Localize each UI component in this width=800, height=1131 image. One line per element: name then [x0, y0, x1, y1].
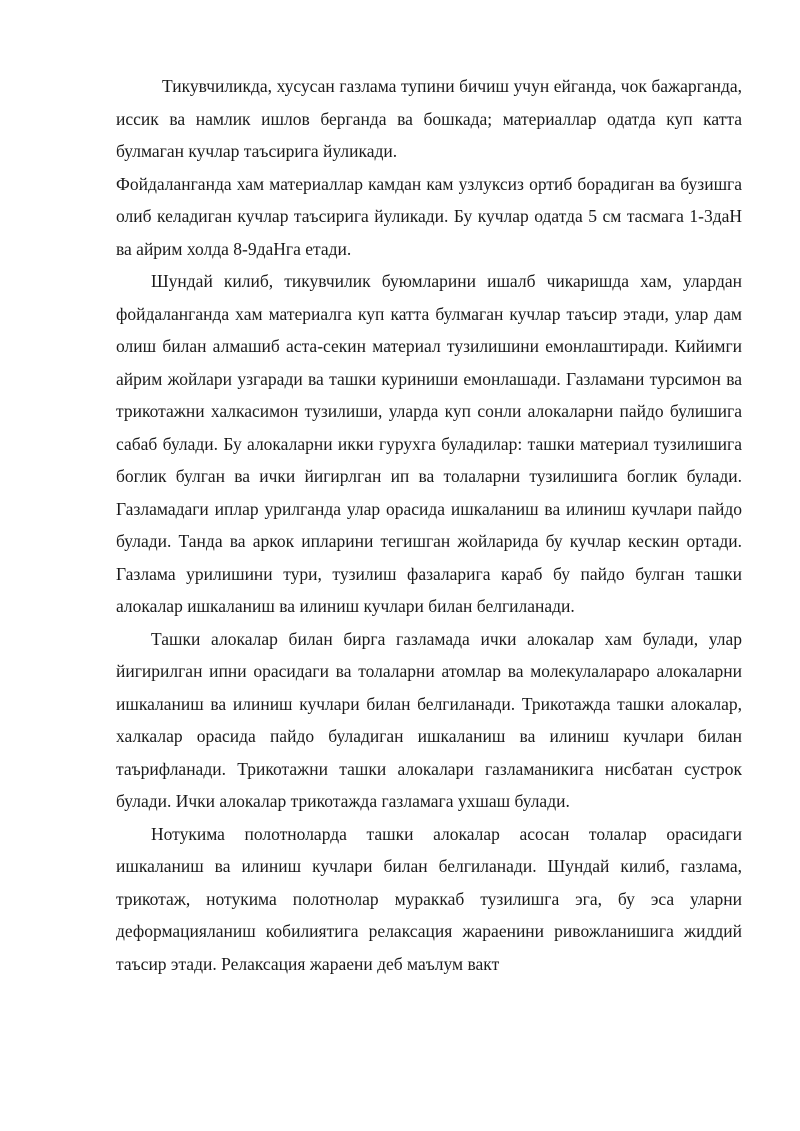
paragraph-2: Фойдаланганда хам материаллар камдан кам узлуксиз ортиб борадиган ва бузишга олиб келадиган кучлар таъсирига йуликади. Бу кучлар одатда 5 см тасмага 1-3даН ва айрим холда 8-9даНга етади.	[116, 173, 742, 259]
paragraph-1: Тикувчиликда, хусусан газлама тупини бичиш учун ейганда, чок бажарганда, иссик ва намлик ишлов берганда ва бошкада; материаллар одатда куп катта булмаган кучлар таъсирига йуликади.	[116, 76, 742, 161]
paragraph-5: Нотукима полотноларда ташки алокалар асосан толалар орасидаги ишкаланиш ва илиниш кучлари билан белгиланади. Шундай килиб, газлама, трикотаж, нотукима полотнолар мураккаб тузилишга эга, бу эса уларни деформацияланиш кобилиятига релаксация жараенини ривожланишига жиддий таъсир этади. Релаксация жараени деб маълум вакт	[116, 823, 742, 974]
paragraph-4: Ташки алокалар билан бирга газламада ички алокалар хам булади, улар йигирилган ипни орасидаги ва толаларни атомлар ва молекулалараро алокаларни ишкаланиш ва илиниш кучлари билан белгиланади. Трикотажда ташки алокалар, халкалар орасида пайдо буладиган ишкаланиш ва илиниш кучлари билан таърифланади. Трикотажни ташки алокалари газламаникига нисбатан сустрок булади. Ички алокалар трикотажда газламага ухшаш булади.	[116, 628, 742, 811]
paragraph-3: Шундай килиб, тикувчилик буюмларини ишалб чикаришда хам, улардан фойдаланганда хам материалга куп катта булмаган кучлар таъсир этади, улар дам олиш билан алмашиб аста-секин материал тузилишини емонлаштиради. Кийимги айрим жойлари узгаради ва ташки куриниши емонлашади. Газламани турсимон ва трикотажни халкасимон тузилиши, уларда куп сонли алокаларни пайдо булишига сабаб булади. Бу алокаларни икки гурухга буладилар: ташки материал тузилишига боглик булган ва ички йигирлган ип ва толаларни тузилишига боглик булади. Газламадаги иплар урилганда улар орасида ишкаланиш ва илиниш кучлари пайдо булади. Танда ва аркок ипларини тегишган жойларида бу кучлар кескин ортади. Газлама урилишини тури, тузилиш фазаларига караб бу пайдо булган ташки алокалар ишкаланиш ва илиниш кучлари билан белгиланади.	[116, 271, 742, 616]
document-body	[116, 70, 742, 980]
